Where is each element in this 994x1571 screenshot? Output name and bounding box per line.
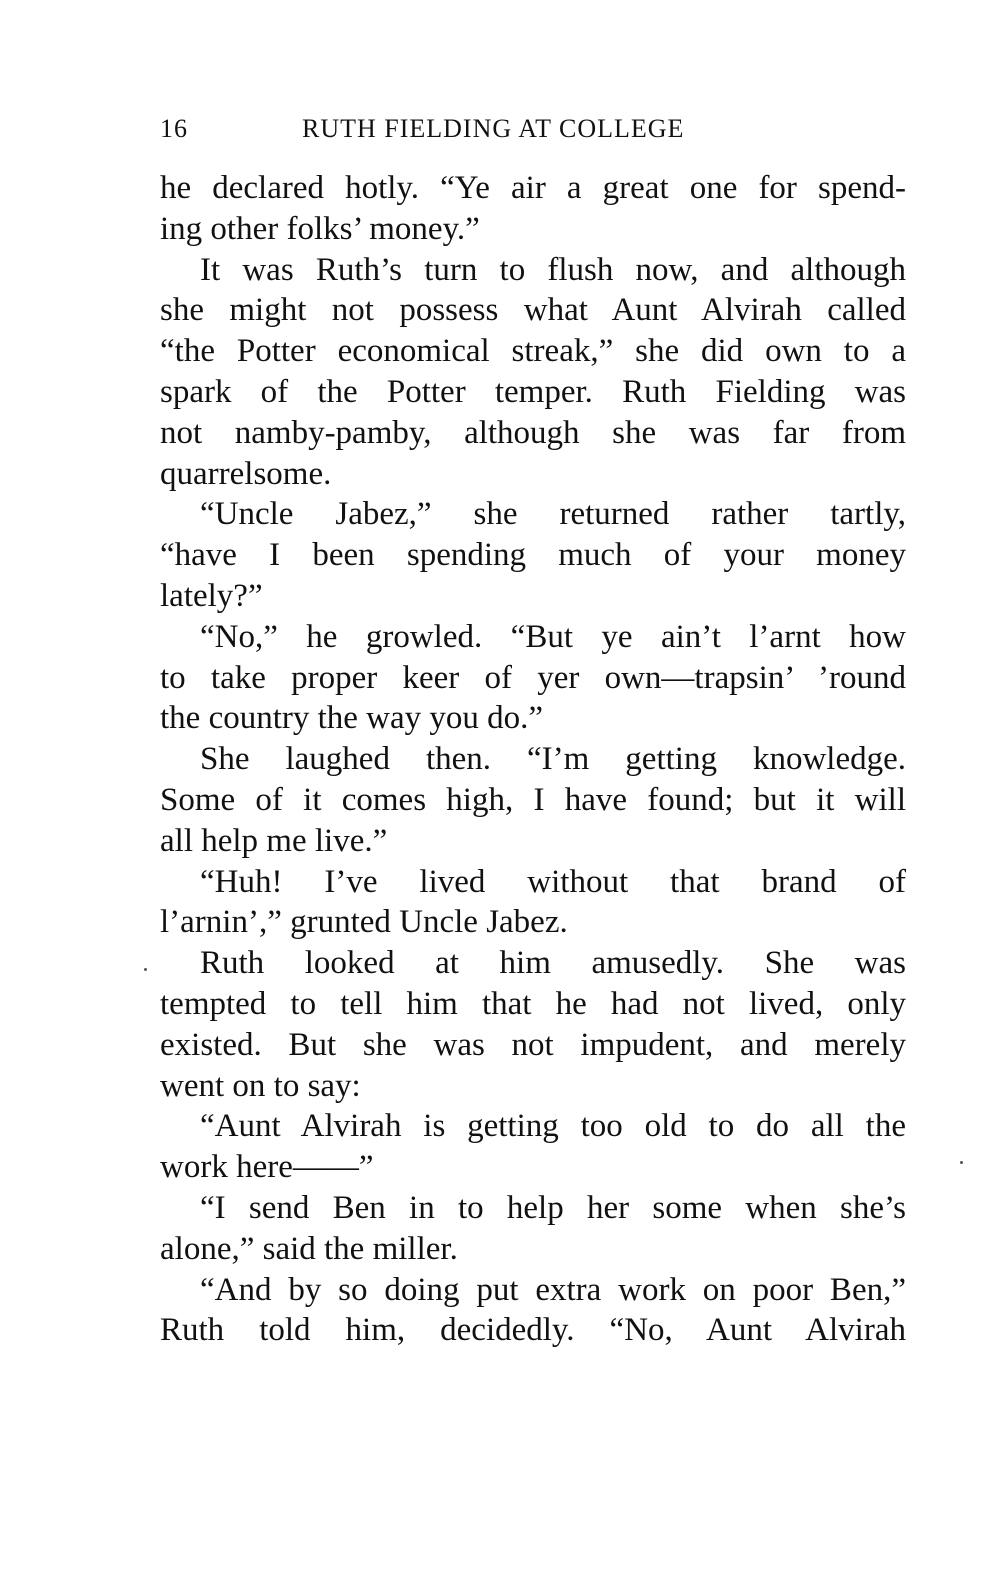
text-line: quarrelsome. <box>160 455 332 492</box>
text-line: “the Potter economical streak,” she did own to a <box>160 333 906 370</box>
text-line: tempted to tell him that he had not lived, only <box>160 985 906 1022</box>
running-title: RUTH FIELDING AT COLLEGE <box>302 114 685 143</box>
text-line: existed. But she was not impudent, and merely <box>160 1026 906 1063</box>
text-line: work here——” <box>160 1149 374 1186</box>
text-line: Some of it comes high, I have found; but it will <box>160 781 906 818</box>
text-line: “I send Ben in to help her some when she’s <box>200 1189 906 1226</box>
text-line: Ruth told him, decidedly. “No, Aunt Alvirah <box>160 1312 906 1349</box>
text-line: to take proper keer of yer own—trapsin’ ’round <box>160 659 906 696</box>
text-line: Ruth looked at him amusedly. She was <box>200 945 906 982</box>
text-line: ing other folks’ money.” <box>160 210 480 247</box>
text-line: She laughed then. “I’m getting knowledge. <box>200 741 906 778</box>
text-line: “No,” he growled. “But ye ain’t l’arnt how <box>200 618 906 655</box>
print-speck <box>960 1161 963 1164</box>
text-line: It was Ruth’s turn to flush now, and although <box>200 251 906 288</box>
page-number: 16 <box>160 114 188 143</box>
text-line: “have I been spending much of your money <box>160 537 906 574</box>
text-line: not namby-pamby, although she was far from <box>160 414 906 451</box>
print-speck <box>144 968 147 971</box>
text-line: “Uncle Jabez,” she returned rather tartly, <box>200 496 906 533</box>
text-line: he declared hotly. “Ye air a great one for spend- <box>160 170 906 206</box>
text-line: “And by so doing put extra work on poor Ben,” <box>200 1271 906 1308</box>
text-line: “Aunt Alvirah is getting too old to do all the <box>200 1108 906 1145</box>
text-line: “Huh! I’ve lived without that brand of <box>200 863 906 900</box>
text-line: the country the way you do.” <box>160 700 544 737</box>
text-line: alone,” said the miller. <box>160 1230 458 1267</box>
text-line: lately?” <box>160 577 263 614</box>
text-line: went on to say: <box>160 1067 361 1104</box>
page-header <box>160 114 910 148</box>
body-text <box>160 168 906 1351</box>
text-line: spark of the Potter temper. Ruth Fielding was <box>160 373 906 410</box>
text-line: l’arnin’,” grunted Uncle Jabez. <box>160 904 568 941</box>
text-line: all help me live.” <box>160 822 388 859</box>
text-line: she might not possess what Aunt Alvirah called <box>160 292 906 329</box>
